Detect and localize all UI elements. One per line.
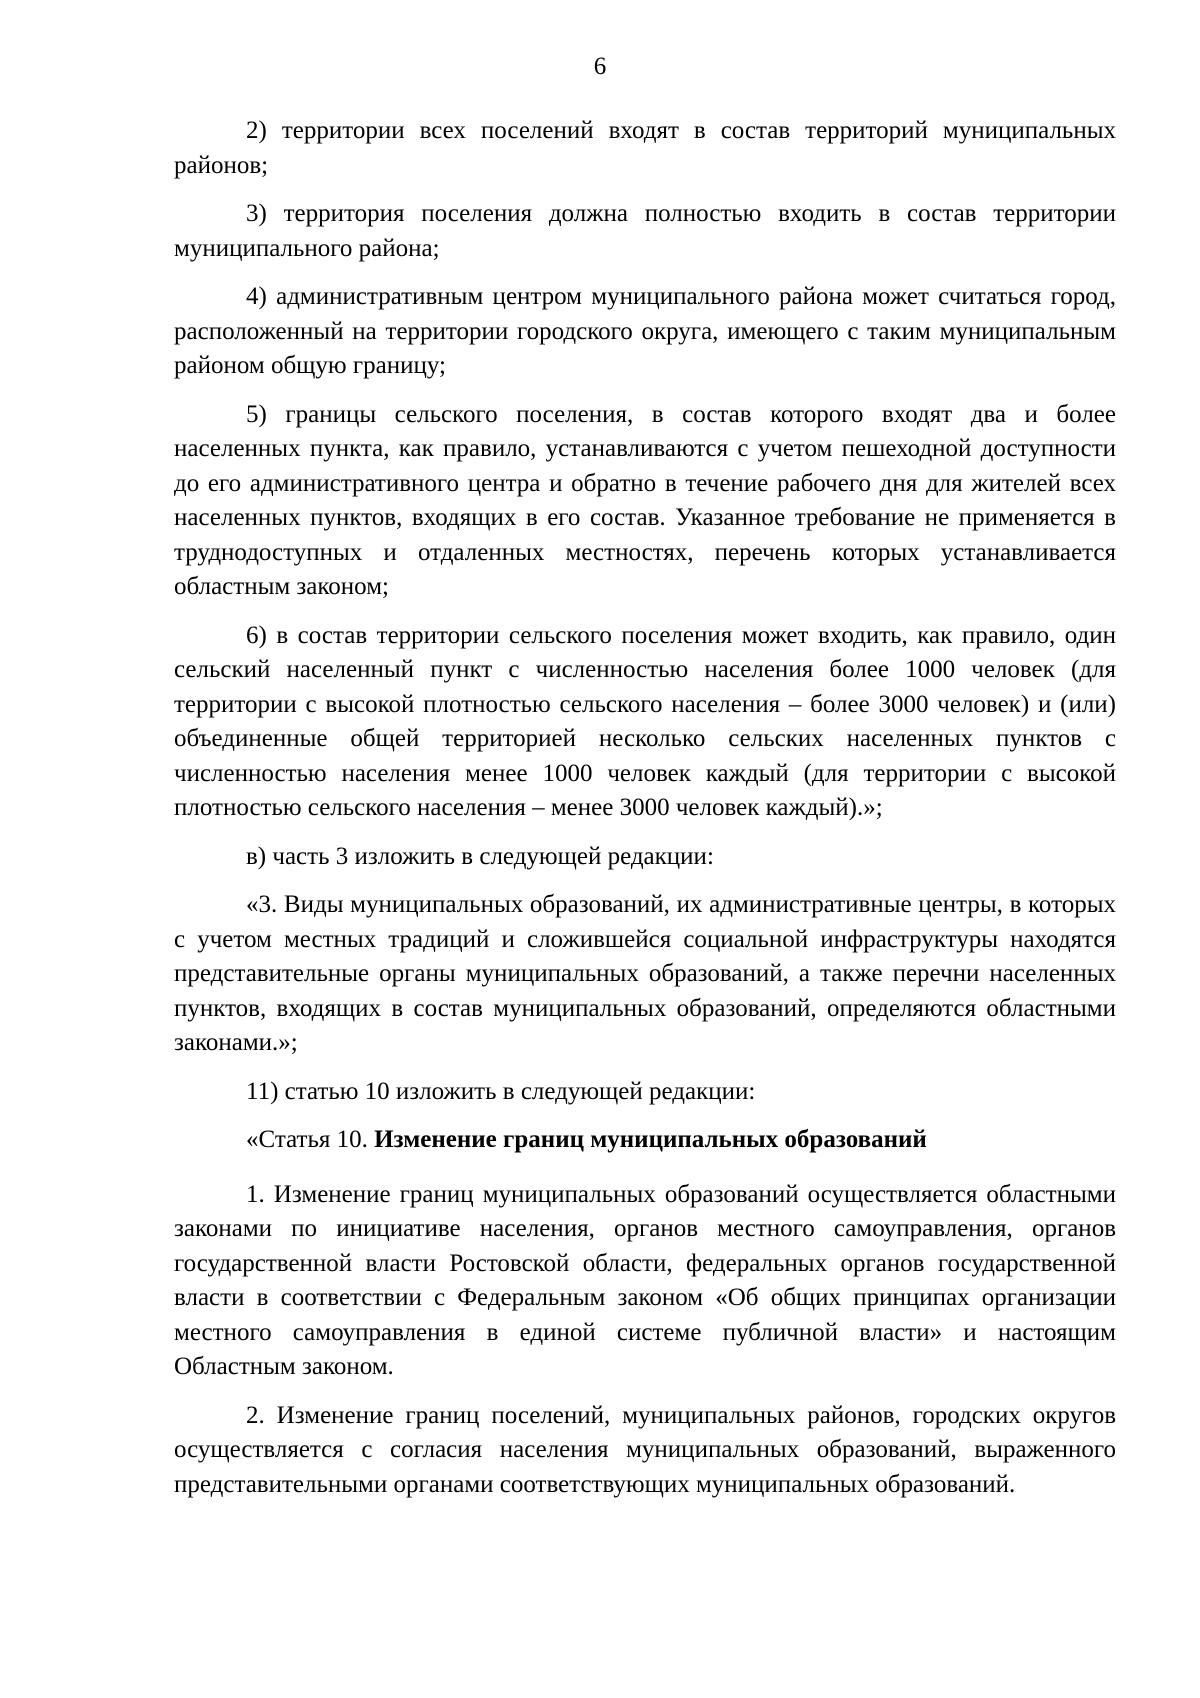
paragraph-item-4: 4) административным центром муниципального района может считаться город, расположенный на территории городского округа, имеющего с таким муниципальным районом общую границу; — [174, 283, 1116, 379]
article-paragraph-2: 2. Изменение границ поселений, муниципальных районов, городских округов осуществляется с согласия населения муниципальных образований, выраженного представительными органами соответствующих муниципальных образований. — [174, 1401, 1116, 1498]
paragraph-item-6: 6) в состав территории сельского поселения может входить, как правило, один сельский населенный пункт с численностью населения более 1000 человек (для территории с высокой плотностью сельского населения – более 3000 человек) и (или) объединенные общей территорией несколько сельских населенных пунктов с численностью населения менее 1000 человек каждый (для территории с высокой плотностью сельского населения – менее 3000 человек каждый).»; — [174, 621, 1116, 821]
document-body — [174, 114, 1116, 1516]
paragraph-part-v: в) часть 3 изложить в следующей редакции: — [246, 842, 714, 870]
paragraph-item-5: 5) границы сельского поселения, в состав которого входят два и более населенных пункта, как правило, устанавливаются с учетом пешеходной доступности до его административного центра и обратно в течение рабочего дня для жителей всех населенных пунктов, входящих в его состав. Указанное требование не применяется в труднодоступных и отдаленных местностях, перечень которых устанавливается областным законом; — [174, 400, 1116, 600]
paragraph-item-11: 11) статью 10 изложить в следующей редакции: — [246, 1077, 756, 1105]
paragraph-item-2: 2) территории всех поселений входят в состав территорий муниципальных районов; — [174, 117, 1116, 179]
paragraph-part-3-text: «3. Виды муниципальных образований, их административные центры, в которых с учетом местных традиций и сложившейся социальной инфраструктуры находятся представительные органы муниципальных образований, а также перечни населенных пунктов, входящих в состав муниципальных образований, определяются областными законами.»; — [174, 891, 1116, 1056]
page-number: 6 — [593, 53, 607, 80]
article-paragraph-1: 1. Изменение границ муниципальных образований осуществляется областными законами по инициативе населения, органов местного самоуправления, органов государственной власти Ростовской области, федеральных органов государственной власти в соответствии с Федеральным законом «Об общих принципах организации местного самоуправления в единой системе публичной власти» и настоящим Областным законом. — [174, 1180, 1116, 1380]
article-heading — [174, 1123, 1116, 1158]
article-heading-title: Изменение границ муниципальных образований — [374, 1126, 927, 1153]
article-heading-prefix: «Статья 10. — [246, 1126, 375, 1153]
paragraph-item-3: 3) территория поселения должна полностью входить в состав территории муниципального района; — [174, 200, 1116, 262]
